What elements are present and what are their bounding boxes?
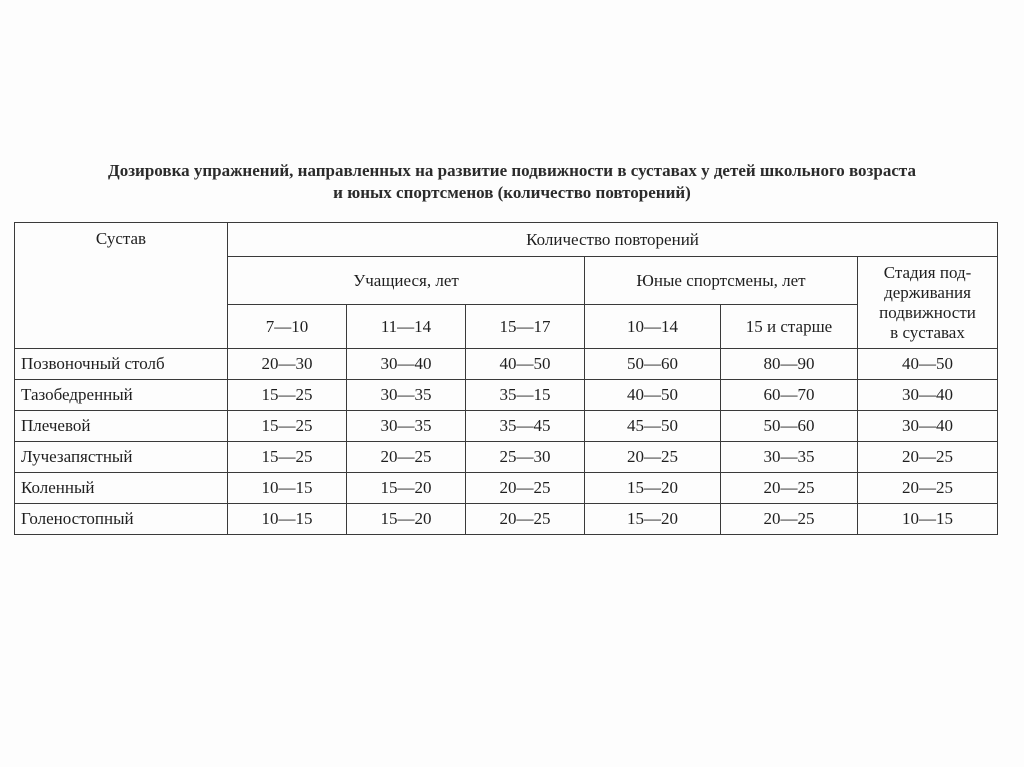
table-cell: 30—35 bbox=[347, 380, 466, 411]
header-students: Учащиеся, лет bbox=[228, 257, 585, 305]
header-stage bbox=[858, 257, 998, 349]
table-cell: 20—25 bbox=[466, 473, 585, 504]
age-group-header: 10—14 bbox=[585, 305, 721, 349]
table-cell: 15—25 bbox=[228, 380, 347, 411]
table-cell: 35—15 bbox=[466, 380, 585, 411]
table-cell: 30—40 bbox=[858, 411, 998, 442]
header-row-1 bbox=[15, 223, 998, 257]
table-cell: 30—35 bbox=[721, 442, 858, 473]
table-cell: 15—20 bbox=[585, 473, 721, 504]
header-repetitions: Количество повторений bbox=[228, 223, 998, 257]
table-cell: 15—20 bbox=[585, 504, 721, 535]
table-cell: 30—35 bbox=[347, 411, 466, 442]
table-cell: 15—25 bbox=[228, 442, 347, 473]
header-stage-line: подвижности bbox=[879, 302, 976, 322]
table-cell: 20—25 bbox=[721, 504, 858, 535]
table-cell: 35—45 bbox=[466, 411, 585, 442]
caption-line-2: и юных спортсменов (количество повторений) bbox=[333, 183, 691, 202]
table-cell: 30—40 bbox=[858, 380, 998, 411]
table-cell: 10—15 bbox=[858, 504, 998, 535]
table-row bbox=[15, 473, 998, 504]
table-row bbox=[15, 349, 998, 380]
table-cell: 20—25 bbox=[466, 504, 585, 535]
age-group-header: 11—14 bbox=[347, 305, 466, 349]
table-cell: 50—60 bbox=[721, 411, 858, 442]
table-cell: 40—50 bbox=[585, 380, 721, 411]
table-cell: 20—30 bbox=[228, 349, 347, 380]
joint-name: Лучезапястный bbox=[15, 442, 228, 473]
age-group-header: 15 и старше bbox=[721, 305, 858, 349]
table-cell: 10—15 bbox=[228, 473, 347, 504]
table-cell: 20—25 bbox=[347, 442, 466, 473]
table-caption bbox=[40, 160, 984, 204]
table-row bbox=[15, 411, 998, 442]
joint-name: Тазобедренный bbox=[15, 380, 228, 411]
table-cell: 15—20 bbox=[347, 473, 466, 504]
dosage-table bbox=[14, 222, 998, 535]
table-cell: 40—50 bbox=[858, 349, 998, 380]
age-group-header: 7—10 bbox=[228, 305, 347, 349]
table-cell: 80—90 bbox=[721, 349, 858, 380]
header-stage-line: в суставах bbox=[890, 322, 965, 342]
caption-line-1: Дозировка упражнений, направленных на развитие подвижности в суставах у детей школьного возраста bbox=[108, 161, 916, 180]
joint-name: Плечевой bbox=[15, 411, 228, 442]
joint-name: Голеностопный bbox=[15, 504, 228, 535]
table-cell: 15—25 bbox=[228, 411, 347, 442]
header-joint: Сустав bbox=[15, 223, 228, 349]
table-cell: 40—50 bbox=[466, 349, 585, 380]
header-athletes: Юные спортсмены, лет bbox=[585, 257, 858, 305]
joint-name: Коленный bbox=[15, 473, 228, 504]
table-cell: 20—25 bbox=[858, 442, 998, 473]
table-cell: 20—25 bbox=[721, 473, 858, 504]
joint-name: Позвоночный столб bbox=[15, 349, 228, 380]
header-stage-line: держивания bbox=[884, 282, 971, 302]
header-stage-line: Стадия под- bbox=[883, 262, 972, 282]
table-row bbox=[15, 380, 998, 411]
table-row bbox=[15, 442, 998, 473]
table-cell: 60—70 bbox=[721, 380, 858, 411]
table-cell: 10—15 bbox=[228, 504, 347, 535]
table-row bbox=[15, 504, 998, 535]
table-cell: 20—25 bbox=[585, 442, 721, 473]
table-cell: 45—50 bbox=[585, 411, 721, 442]
table-cell: 50—60 bbox=[585, 349, 721, 380]
table-cell: 30—40 bbox=[347, 349, 466, 380]
table-cell: 15—20 bbox=[347, 504, 466, 535]
table-cell: 20—25 bbox=[858, 473, 998, 504]
table-cell: 25—30 bbox=[466, 442, 585, 473]
age-group-header: 15—17 bbox=[466, 305, 585, 349]
